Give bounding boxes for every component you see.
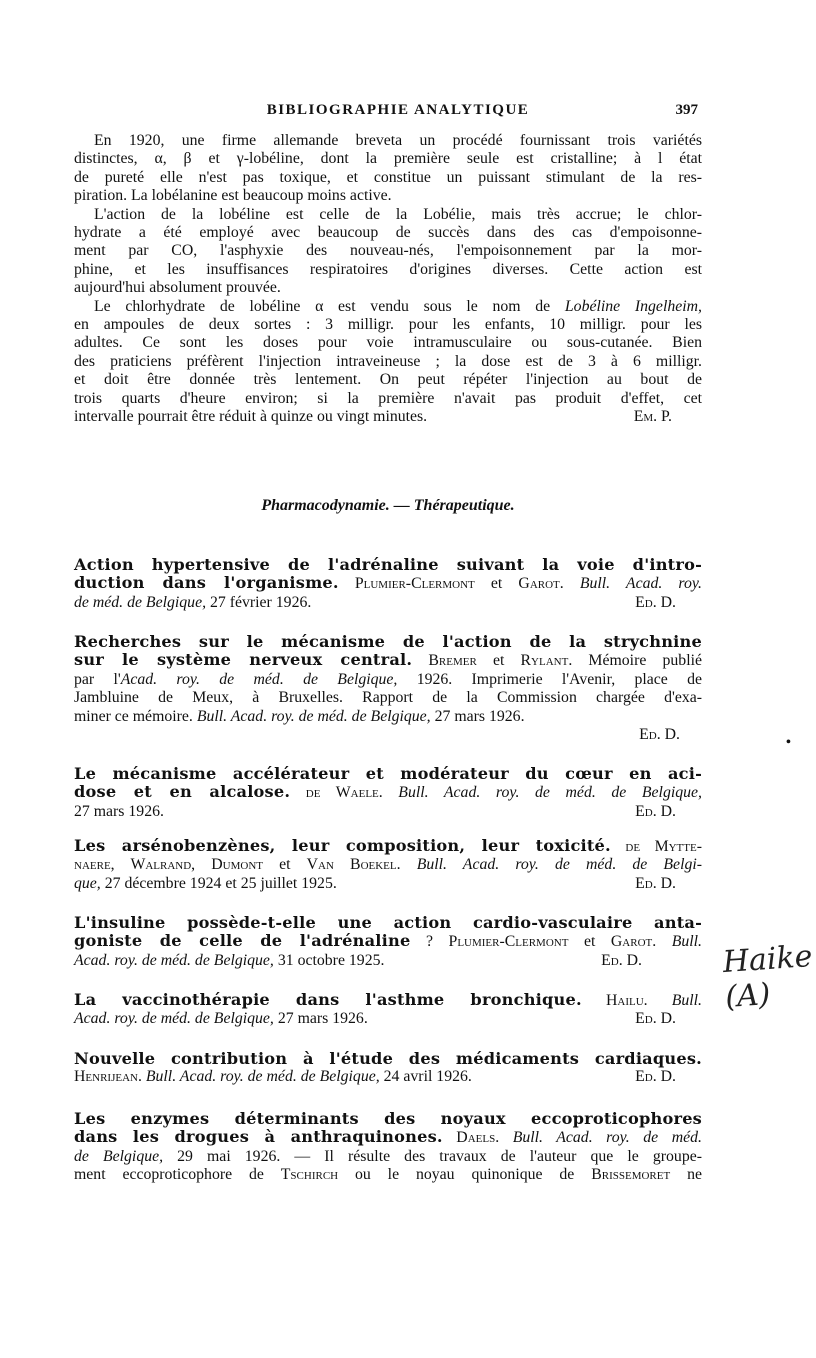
bibliography-entry [74,765,702,821]
entry-title: Le mécanisme accélérateur et modérateur du cœur en aci- [74,764,702,783]
margin-dot: • [786,735,791,750]
bibliography-entry [74,1110,702,1185]
text-line: En 1920, une firme allemande breveta un procédé fournissant trois variétés [94,132,702,149]
text-line: ment par CO, l'asphyxie des nouveau-nés, l'empoisonnement par la mor- [74,242,702,260]
entry-title: Les arsénobenzènes, leur composition, leur toxicité. de Mytte- [74,836,702,855]
entry-title: Nouvelle contribution à l'étude des médicaments cardiaques. [74,1049,702,1068]
text-line: en ampoules de deux sortes : 3 milligr. pour les enfants, 10 milligr. pour les [74,316,702,334]
text-line: Acad. roy. de méd. de Belgique, 31 octobre 1925. Ed. D. [74,951,642,969]
text-line: trois quarts d'heure environ; si la première n'avait pas produit d'effet, cet [74,389,702,407]
text-line: que, 27 décembre 1924 et 25 juillet 1925. Ed. D. [74,874,676,892]
text-line: Acad. roy. de méd. de Belgique, 27 mars 1926. Ed. D. [74,1010,676,1028]
bibliography-entry [74,837,702,893]
bibliography-entry [74,1050,702,1087]
signature: Ed. D. [635,1068,676,1086]
bibliography-entry [74,991,702,1029]
text-line: dans les drogues à anthraquinones. Daels. Bull. Acad. roy. de méd. [74,1127,702,1147]
entry-title: La vaccinothérapie dans l'asthme bronchique. Hailu. Bull. [74,990,702,1009]
text-line: Le chlorhydrate de lobéline α est vendu sous le nom de Lobéline Ingelheim, [94,297,702,315]
bibliography-entry [74,633,702,744]
text-line: sur le système nerveux central. Bremer et Rylant. Mémoire publié [74,650,702,670]
bibliography-entry [74,556,702,612]
entry-title: Recherches sur le mécanisme de l'action de la strychnine [74,632,702,651]
bibliography-entry [74,914,702,970]
text-line: et doit être donnée très lentement. On peut répéter l'injection au bout de [74,371,702,389]
running-header [80,102,700,124]
text-line: phine, et les insuffisances respiratoires d'origines diverses. Cette action est [74,260,702,278]
section-title: Pharmacodynamie. — Thérapeutique. [261,497,515,514]
signature: Ed. D. [635,593,676,611]
signature: Ed. D. [635,802,676,820]
text-line: dose et en alcalose. de Waele. Bull. Acad. roy. de méd. de Belgique, [74,782,702,802]
signature: Ed. D. [635,874,676,892]
text-line: de méd. de Belgique, 27 février 1926. Ed. D. [74,593,676,611]
text-line: distinctes, α, β et γ-lobéline, dont la première seule est cristalline; à l état [74,150,702,168]
signature: Ed. D. [639,726,680,744]
text-line: de Belgique, 29 mai 1926. — Il résulte des travaux de l'auteur que le groupe- [74,1147,702,1165]
intro-text [74,132,702,427]
text-line: goniste de celle de l'adrénaline ? Plumier-Clermont et Garot. Bull. [74,931,702,951]
text-line: hydrate a été employé avec beaucoup de succès dans des cas d'empoisonne- [74,224,702,242]
signature: Ed. D. [601,951,642,969]
signature: Em. P. [633,408,672,426]
text-line: naere, Walrand, Dumont et Van Boekel. Bull. Acad. roy. de méd. de Belgi- [74,856,703,874]
text-line: de pureté elle n'est pas toxique, et constitue un puissant stimulant de la res- [74,168,702,186]
handwritten-annotation: Haike (A) [721,938,814,1016]
entry-title: L'insuline possède-t-elle une action cardio-vasculaire anta- [74,913,702,932]
page-number: 397 [675,102,698,118]
entry-title: Les enzymes déterminants des noyaux eccoproticophores [74,1109,702,1128]
text-line: adultes. Ce sont les doses pour voie intramusculaire ou sous-cutanée. Bien [74,334,702,352]
text-line: miner ce mémoire. Bull. Acad. roy. de méd. de Belgique, 27 mars 1926. [74,707,525,725]
text-line: ment eccoproticophore de Tschirch ou le noyau quinonique de Brissemoret ne [74,1166,702,1184]
text-line: Henrijean. Bull. Acad. roy. de méd. de Belgique, 24 avril 1926. Ed. D. [74,1068,676,1086]
entry-title: Action hypertensive de l'adrénaline suivant la voie d'intro- [74,555,702,574]
text-line: aujourd'hui absolument prouvée. [74,279,281,297]
text-line: Jambluine de Meux, à Bruxelles. Rapport de la Commission chargée d'exa- [74,689,702,707]
running-title: BIBLIOGRAPHIE ANALYTIQUE [266,102,530,118]
text-line: intervalle pourrait être réduit à quinze ou vingt minutes. Em. P. [74,408,672,426]
text-line: duction dans l'organisme. Plumier-Clermont et Garot. Bull. Acad. roy. [74,573,702,593]
signature: Ed. D. [635,1010,676,1028]
text-line: piration. La lobélanine est beaucoup moins active. [74,187,392,205]
text-line: des praticiens préfèrent l'injection intraveineuse ; la dose est de 3 à 6 milligr. [74,352,702,370]
text-line: par l'Acad. roy. de méd. de Belgique, 1926. Imprimerie l'Avenir, place de [74,670,702,688]
text-line: 27 mars 1926. Ed. D. [74,802,676,820]
text-line: L'action de la lobéline est celle de la Lobélie, mais très accrue; le chlor- [94,205,702,223]
